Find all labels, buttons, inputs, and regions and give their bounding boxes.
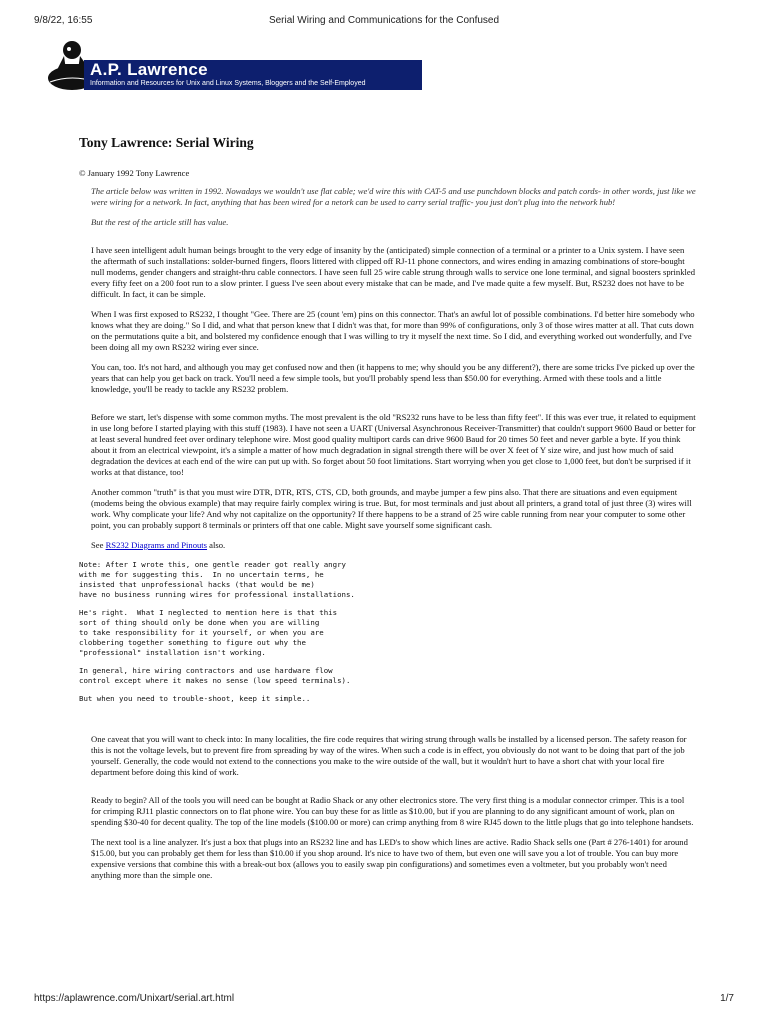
logo-tagline: Information and Resources for Unix and Linux Systems, Bloggers and the Self-Employed bbox=[90, 80, 366, 87]
paragraph: The next tool is a line analyzer. It's just a box that plugs into an RS232 line and has LED's to show which lines are active. Radio Shack sells one (Part # 276-1401) for around $15.00, but you can probably get them for less than $10.00 if you shop around. It's nice to have two of them, but even one will save you a lot of trouble. You can buy more expensive versions that combine this with a break-out box (allows you to easily swap pin configurations) and sometimes even a voltmeter, but you probably won't need anything more than the simple one. bbox=[91, 837, 688, 880]
print-page-title: Serial Wiring and Communications for the Confused bbox=[268, 15, 500, 26]
page-number: 1/7 bbox=[720, 993, 734, 1004]
paragraph: You can, too. It's not hard, and although you may get confused now and then (it happens to me; why should you be any different?), there are some tricks I've picked up over the years that can help you get back on track. You'll need a few simple tools, but you'll probably spend less than $50.00 for everything. Armed with these tools and a little knowledge, you'll be ready to tackle any RS232 problem. bbox=[91, 362, 695, 394]
copyright: © January 1992 Tony Lawrence bbox=[79, 168, 190, 178]
update-note-2: But the rest of the article still has value. bbox=[91, 217, 229, 227]
paragraph: Before we start, let's dispense with some common myths. The most prevalent is the old "RS232 runs have to be less than fifty feet". If this was ever true, it related to equipment in use long before I started playing with this stuff (1983). I have not seen a UART (Universal Asynchronous Receiver-Transmitter) that couldn't support 9600 Baud or better for at least several hundred feet over ordinary telephone wire. Most good quality multiport cards can drive 9600 Baud for 20 times 50 feet and never garble a byte. If you think about it from an electrical viewpoint, it's a simple a matter of how much degradation in signal strength there will be over X feet of Y size wire, and just how much of said degradation the devices at each end of the wire can put up with. So forget about 50 foot limitations. Start worrying when you get close to 1,000 feet, but don't be surprised if it works at that distance, too! bbox=[91, 412, 696, 477]
code-block: In general, hire wiring contractors and use hardware flow control except where it makes no sense (low speed terminals). bbox=[79, 666, 351, 685]
paragraph: Ready to begin? All of the tools you will need can be bought at Radio Shack or any other electronics store. The very first thing is a modular connector crimper. This is a tool for crimping RJ11 plastic connectors on to flat phone wire. You can buy these for as little as $10.00, but if you are planning to do any significant amount of work, plan on spending $30-40 for decent quality. The top of the line models ($100.00 or more) can crimp anything from 8 wire RJ45 down to the little plugs that go into telephone handsets. bbox=[91, 795, 694, 827]
code-block: Note: After I wrote this, one gentle reader got really angry with me for suggesting this. In no uncertain terms, he insisted that unprofessional hacks (that would be me) have no business running wires for professional installations. bbox=[79, 560, 355, 599]
see-also: See RS232 Diagrams and Pinouts also. bbox=[91, 540, 226, 550]
site-logo[interactable] bbox=[42, 36, 424, 92]
paragraph: One caveat that you will want to check into: In many localities, the fire code requires that wiring strung through walls be installed by a licensed person. The safety reason for this is not the voltage levels, but to prevent fire from spreading by way of the wires. When such a code is in effect, you obviously do not want to be doing that part of the job yourself. Generally, the code would not extend to the connections you make to the wire outside of the wall, but it wouldn't hurt to have a short chat with your local fire department before doing this kind of work. bbox=[91, 734, 687, 777]
paragraph: I have seen intelligent adult human beings brought to the very edge of insanity by the (anticipated) simple connection of a terminal or a printer to a Unix system. I have seen the aftermath of such installations: solder-burned fingers, floors littered with clipped off RJ-11 phone connectors, and wires ending in amazing combinations of store-bought null modems, gender changers and straight-thru cable connectors. I have seen full 25 wire cable strung through walls to service one lone terminal, and signal boosters sprinkled every fifty feet on a 200 foot run to a slow printer. I guess I've seen about every mistake that can be made, and I've made quite a few myself. But, RS232 does not have to be difficult. In fact, it can be simple. bbox=[91, 245, 696, 299]
paragraph: Another common "truth" is that you must wire DTR, DTR, RTS, CTS, CD, both grounds, and maybe jumper a few pins also. That there are situations and even equipment (modems being the obvious example) that may require fairly complex wiring is true. But, for most terminals and just about all printers, a grand total of just three (3) wires will work. Why complicate your life? And why not capitalize on the opportunity? If there happens to be a strand of 25 wire cable running from near your computer to some other point, you can probably support 8 terminals or printers off that one cable. Might save yourself some significant cash. bbox=[91, 487, 692, 530]
code-block: He's right. What I neglected to mention here is that this sort of thing should only be done when you are willing to take responsibility for it yourself, or when you are clobbering together something to figure out why the "professional" installation isn't working. bbox=[79, 608, 338, 657]
update-note: The article below was written in 1992. Nowadays we wouldn't use flat cable; we'd wire this with CAT-5 and use punchdown blocks and patch cords- in other words, just like we were wiring for a network. In fact, anything that has been wired for a netork can be used to carry serial traffic- you just don't plug into the network hub! bbox=[91, 186, 696, 207]
code-block: But when you need to trouble-shoot, keep it simple.. bbox=[79, 694, 311, 703]
preformatted-note bbox=[79, 560, 696, 704]
page-url: https://aplawrence.com/Unixart/serial.art.html bbox=[34, 993, 235, 1004]
logo-title: A.P. Lawrence bbox=[90, 60, 208, 79]
rs232-diagrams-link[interactable]: RS232 Diagrams and Pinouts bbox=[105, 540, 208, 550]
paragraph: When I was first exposed to RS232, I thought "Gee. There are 25 (count 'em) pins on this connector. That's an awful lot of possible combinations. I'd better hire somebody who knows what they are doing." So I did, and what that person knew that I didn't was that, for more than 99% of configurations, only 3 of those wires matter at all. That cuts down on the permutations quite a bit, and bolstered my confidence enough that I was willing to try it myself the next time. So I did, and everything worked out wonderfully, and I've been doing all my own RS232 wiring ever since. bbox=[91, 309, 695, 352]
article-title: Tony Lawrence: Serial Wiring bbox=[79, 135, 254, 150]
article bbox=[79, 137, 696, 890]
print-datetime: 9/8/22, 16:55 bbox=[34, 15, 93, 26]
